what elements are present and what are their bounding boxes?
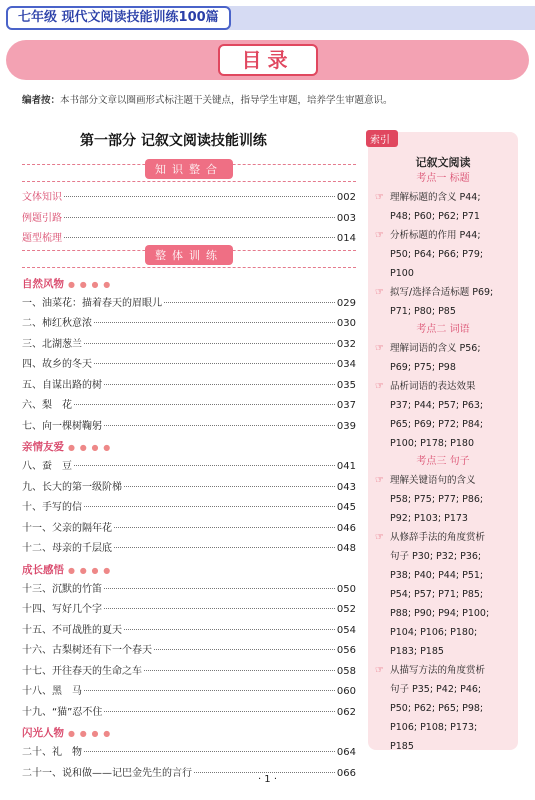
index-tab: 索引 [366,130,398,147]
leader-dots [84,343,335,344]
section-banner [22,250,356,268]
category-dots: ● ● ● ● [68,729,112,738]
index-item-line: P50; P64; P66; P79; [390,249,484,260]
index-point-heading: 考点二 词语 [416,324,470,335]
category-label: 成长感悟 [22,563,64,576]
toc-entry[interactable] [22,662,356,683]
book-tag: 七年级 现代文阅读技能训练100篇 [6,6,231,30]
index-item-line: 理解标题的含义 P44; [390,192,481,203]
arrow-icon: ☞ [375,192,384,203]
toc-entry-page: 037 [336,400,356,411]
toc-entry-page: 030 [336,318,356,329]
header-bar [180,6,535,30]
toc-entry-page: 060 [336,686,356,697]
toc-entry[interactable] [22,498,356,519]
toc-entry-title: 十九、“猫”忍不住 [22,706,103,718]
toc-entry-page: 045 [336,502,356,513]
arrow-icon: ☞ [375,287,384,298]
leader-dots [64,237,335,238]
toc-entry-title: 九、长大的第一级阶梯 [22,481,122,493]
toc-entry[interactable] [22,294,356,315]
index-item-line: 理解关键语句的含义 [390,475,476,486]
toc-entry[interactable] [22,682,356,703]
toc-entry-title: 二十一、说和做——记巴金先生的言行 [22,767,192,779]
index-item [368,188,518,226]
page-number: · 1 · [257,774,278,785]
index-item-line: P54; P57; P71; P85; [390,589,484,600]
toc-entry[interactable] [22,396,356,417]
category-dots: ● ● ● ● [68,443,112,452]
toc-entry[interactable] [22,314,356,335]
category-dots: ● ● ● ● [68,279,112,289]
toc-entry-title: 十二、母亲的千层底 [22,543,112,554]
leader-dots [144,670,335,671]
toc-entry-title: 十三、沉默的竹笛 [22,583,102,595]
toc-entry-title: 二十、礼 物 [22,747,82,758]
toc-entry[interactable] [22,580,356,601]
toc-entry[interactable] [22,335,356,356]
leader-dots [94,322,335,323]
toc-entry-title: 七、向一棵树鞠躬 [22,420,102,432]
section-banner-label: 整体训练 [145,245,233,265]
index-item-line: P50; P62; P65; P98; [390,703,484,714]
index-item-line: 从修辞手法的角度赏析 [390,532,486,543]
arrow-icon: ☞ [375,230,384,241]
leader-dots [84,751,335,752]
toc-entry[interactable] [22,376,356,397]
toc-entry-page: 032 [336,338,356,350]
leader-dots [114,527,335,528]
index-item-line: P92; P103; P173 [390,513,468,524]
toc-entry-title: 十六、古梨树还有下一个春天 [22,645,152,656]
arrow-icon: ☞ [375,381,384,392]
editor-label: 编者按： [22,95,61,106]
category-label: 闪光人物 [22,727,64,739]
leader-dots [104,588,335,589]
index-item-line: P88; P90; P94; P100; [390,608,490,619]
toc-entry[interactable] [22,457,356,478]
index-item [368,377,518,453]
index-item-line: 句子 P30; P32; P36; [390,551,482,562]
index-item-line: P38; P40; P44; P51; [390,570,484,581]
toc-entry[interactable] [22,600,356,621]
leader-dots [104,608,335,609]
toc-entry-title: 题型梳理 [22,233,62,244]
toc-entry-title: 十四、写好几个字 [22,604,102,615]
toc-entry-title: 十八、黑 马 [22,686,82,697]
leader-dots [114,547,335,548]
toc-entry-title: 三、北湖葱兰 [22,338,82,350]
toc-entry-page: 035 [336,379,356,391]
index-title: 记叙文阅读 [415,156,471,169]
index-item-line: 品析词语的表达效果 [390,381,476,392]
toc-entry[interactable] [22,539,356,560]
leader-dots [194,772,335,773]
leader-dots [104,384,335,385]
toc-entry-page: 034 [336,359,356,370]
section-banner [22,164,356,182]
toc-entry-page: 048 [336,543,356,554]
leader-dots [84,506,335,507]
title-banner [6,40,529,80]
index-item-line: P104; P106; P180; [390,627,478,638]
index-panel [368,132,518,750]
index-item-line: 拟写/选择合适标题 P69; [390,287,494,298]
arrow-icon: ☞ [375,475,384,486]
index-item-line: 句子 P35; P42; P46; [390,684,482,695]
toc-entry-title: 二、柿红秋意浓 [22,318,92,329]
toc-entry-page: 050 [336,583,356,595]
toc-entry[interactable] [22,703,356,724]
leader-dots [94,363,335,364]
toc-entry[interactable] [22,188,356,209]
index-item-line: P183; P185 [390,646,444,657]
toc-entry-page: 054 [336,624,356,636]
toc-entry-page: 039 [336,420,356,432]
leader-dots [74,465,335,466]
leader-dots [104,711,335,712]
leader-dots [104,425,335,426]
toc-entry-title: 文体知识 [22,192,62,203]
toc-entry-page: 014 [336,233,356,244]
index-item-line: P100; P178; P180 [390,438,475,449]
index-item-line: P185 [390,741,414,752]
part-title: 第一部分 记叙文阅读技能训练 [80,133,267,149]
category-heading [22,560,356,580]
leader-dots [74,404,335,405]
toc-entry-page: 056 [336,645,356,656]
index-item-line: P100 [390,268,414,279]
index-item-line: P37; P44; P57; P63; [390,400,484,411]
toc-entry[interactable] [22,355,356,376]
toc-entry-title: 五、自谋出路的树 [22,379,102,391]
toc-entry-title: 例题引路 [22,212,62,224]
index-item-line: P69; P75; P98 [390,362,456,373]
editor-note [22,92,393,106]
leader-dots [124,629,335,630]
leader-dots [84,690,335,691]
toc-entry-title: 十七、开往春天的生命之车 [22,665,142,677]
toc-entry-title: 八、蚕 豆 [22,461,72,472]
index-item [368,226,518,283]
leader-dots [64,196,335,197]
leader-dots [164,302,335,303]
index-item [368,339,518,377]
toc-entry-page: 043 [336,481,356,493]
index-item-line: P48; P60; P62; P71 [390,211,480,222]
arrow-icon: ☞ [375,532,384,543]
toc-entry-page: 062 [336,706,356,718]
toc-entry-title: 十一、父亲的隔年花 [22,522,112,534]
index-item-line: 分析标题的作用 P44; [390,230,481,241]
arrow-icon: ☞ [375,665,384,676]
toc-entry[interactable] [22,621,356,642]
category-dots: ● ● ● ● [68,565,112,575]
toc-entry-page: 002 [336,192,356,203]
index-item [368,283,518,321]
leader-dots [154,649,335,650]
index-list [368,170,518,756]
category-heading [22,723,356,743]
leader-dots [124,486,335,487]
toc-entry-page: 052 [336,604,356,615]
category-label: 亲情友爱 [22,441,64,453]
toc-entry[interactable] [22,478,356,499]
leader-dots [64,217,335,218]
toc-entry[interactable] [22,519,356,540]
toc-entry[interactable] [22,417,356,438]
index-item-line: P65; P69; P72; P84; [390,419,484,430]
index-point-heading: 考点一 标题 [416,173,470,184]
section-banner-label: 知识整合 [145,159,233,179]
toc-entry[interactable] [22,743,356,764]
toc-entry-title: 六、梨 花 [22,400,72,411]
index-item-line: P71; P80; P85 [390,306,456,317]
arrow-icon: ☞ [375,343,384,354]
toc-entry[interactable] [22,209,356,230]
toc-entry-title: 四、故乡的冬天 [22,359,92,370]
toc-entry-title: 十五、不可战胜的夏天 [22,624,122,636]
index-point-heading: 考点三 句子 [416,456,470,467]
toc-entry-page: 066 [336,767,356,779]
toc-entry-page: 003 [336,212,356,224]
index-item-line: 从描写方法的角度赏析 [390,665,486,676]
toc-entry-page: 041 [336,461,356,472]
index-item [368,661,518,756]
category-heading [22,437,356,457]
category-label: 自然风物 [22,277,64,290]
toc-entry-page: 029 [336,297,356,309]
index-item-line: P58; P75; P77; P86; [390,494,484,505]
toc-entry-page: 064 [336,747,356,758]
index-item-line: 理解词语的含义 P56; [390,343,481,354]
index-item [368,471,518,528]
editor-text: 本书部分文章以圈画形式标注题干关键点，指导学生审题，培养学生审题意识。 [60,95,393,106]
toc-entry-title: 一、油菜花：描着春天的眉眼儿 [22,297,162,309]
toc-list [22,164,356,784]
toc-entry-page: 058 [336,665,356,677]
toc-entry-title: 十、手写的信 [22,502,82,513]
category-heading [22,274,356,294]
page-title: 目录 [218,44,318,76]
toc-entry-page: 046 [336,522,356,534]
index-item [368,528,518,661]
index-item-line: P106; P108; P173; [390,722,478,733]
toc-entry[interactable] [22,641,356,662]
